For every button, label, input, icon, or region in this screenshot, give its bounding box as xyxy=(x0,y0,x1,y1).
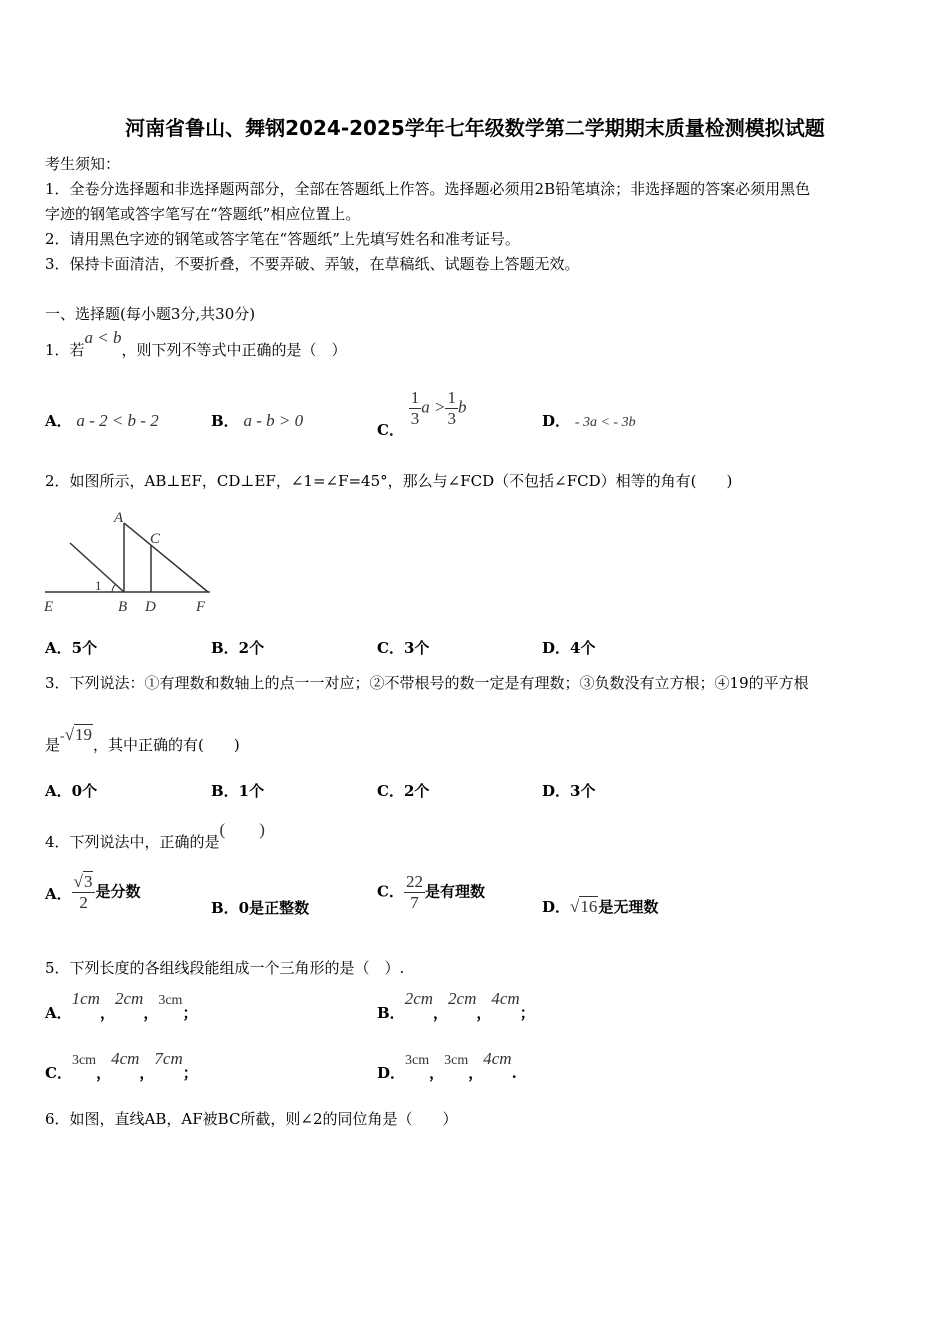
sqrt-16: √16 xyxy=(570,897,598,916)
label-d: D xyxy=(145,599,156,615)
angle-1-arc xyxy=(112,584,116,592)
question-6: 6．如图，直线AB，AF被BC所截，则∠2的同位角是（ ） xyxy=(45,1110,458,1128)
notice-item: 字迹的钢笔或答字笔写在“答题纸”相应位置上。 xyxy=(45,205,361,223)
q1-option-a[interactable]: A． a - 2 < b - 2 xyxy=(45,411,159,430)
q1-option-d[interactable]: D． - 3a < - 3b xyxy=(542,412,636,430)
section-heading: 一、选择题(每小题3分,共30分) xyxy=(45,305,256,323)
q4-option-c[interactable]: C． $\frac{22}{7}$ 是有理数 xyxy=(377,872,485,912)
q2-option-a[interactable]: A．5个 xyxy=(45,639,98,657)
q1-text: ，则下列不等式中正确的是（ ） xyxy=(121,341,347,359)
notice-heading: 考生须知： xyxy=(45,155,121,173)
label-b: B xyxy=(118,599,128,615)
notice-item: 3．保持卡面清洁，不要折叠，不要弄破、弄皱，在草稿纸、试题卷上答题无效。 xyxy=(45,255,580,273)
notice-item: 2．请用黑色字迹的钢笔或答字笔在“答题纸”上先填写姓名和准考证号。 xyxy=(45,230,520,248)
q3-option-d[interactable]: D．3个 xyxy=(542,782,596,800)
question-5: 5．下列长度的各组线段能组成一个三角形的是（ ）. xyxy=(45,959,405,977)
q3-option-b[interactable]: B．1个 xyxy=(211,782,265,800)
label-a: A xyxy=(114,510,124,526)
q2-option-c[interactable]: C．3个 xyxy=(377,639,430,657)
q4-option-b[interactable]: B．0是正整数 xyxy=(211,899,310,917)
q1-condition: a < b xyxy=(84,328,122,347)
fraction: $\frac{√3}{2}$ xyxy=(72,872,96,913)
question-3-line1: 3．下列说法：①有理数和数轴上的点一一对应；②不带根号的数一定是有理数；③负数没有立方根；④19的平方根 xyxy=(45,674,809,692)
question-3-line2: 是-√19，其中正确的有( ) xyxy=(45,725,240,754)
question-4: 4．下列说法中，正确的是( ) xyxy=(45,820,265,851)
label-e: E xyxy=(44,599,54,615)
q5-option-d[interactable]: D．3cm，3cm，4cm. xyxy=(377,1049,517,1082)
line-af xyxy=(124,523,208,592)
q2-option-b[interactable]: B．2个 xyxy=(211,639,265,657)
q5-option-b[interactable]: B．2cm，2cm，4cm； xyxy=(377,989,535,1022)
sqrt-19: √19 xyxy=(64,725,93,744)
q5-option-c[interactable]: C．3cm，4cm，7cm； xyxy=(45,1049,198,1082)
fraction: $\frac{22}{7}$ xyxy=(405,872,423,912)
geometry-figure xyxy=(40,505,220,620)
page-title: 河南省鲁山、舞钢2024-2025学年七年级数学第二学期期末质量检测模拟试题 xyxy=(125,116,825,140)
q5-option-a[interactable]: A．1cm，2cm，3cm； xyxy=(45,989,198,1022)
question-2: 2．如图所示，AB⊥EF，CD⊥EF，∠1=∠F=45°，那么与∠FCD（不包括∠FCD）相等的角有( ) xyxy=(45,472,733,490)
q3-option-a[interactable]: A．0个 xyxy=(45,782,98,800)
q1-option-b[interactable]: B． a - b > 0 xyxy=(211,411,304,430)
q1-option-c[interactable]: C． $\frac{1}{3}$ a > $\frac{1}{3}$ b xyxy=(377,388,467,439)
q1-number: 1．若 xyxy=(45,341,85,359)
label-angle-1: 1 xyxy=(95,578,102,593)
q4-option-a[interactable]: A． $\frac{√3}{2}$ 是分数 xyxy=(45,872,141,912)
q4-option-d[interactable]: D．√16是无理数 xyxy=(542,897,659,916)
label-c: C xyxy=(150,531,161,547)
q3-option-c[interactable]: C．2个 xyxy=(377,782,430,800)
question-1 xyxy=(45,328,347,360)
notice-item: 1．全卷分选择题和非选择题两部分，全部在答题纸上作答。选择题必须用2B铅笔填涂；非选择题的答案必须用黑色 xyxy=(45,180,811,198)
q2-option-d[interactable]: D．4个 xyxy=(542,639,596,657)
fraction: $\frac{1}{3}$ xyxy=(447,388,456,428)
label-f: F xyxy=(196,599,206,615)
fraction: $\frac{1}{3}$ xyxy=(410,388,420,428)
